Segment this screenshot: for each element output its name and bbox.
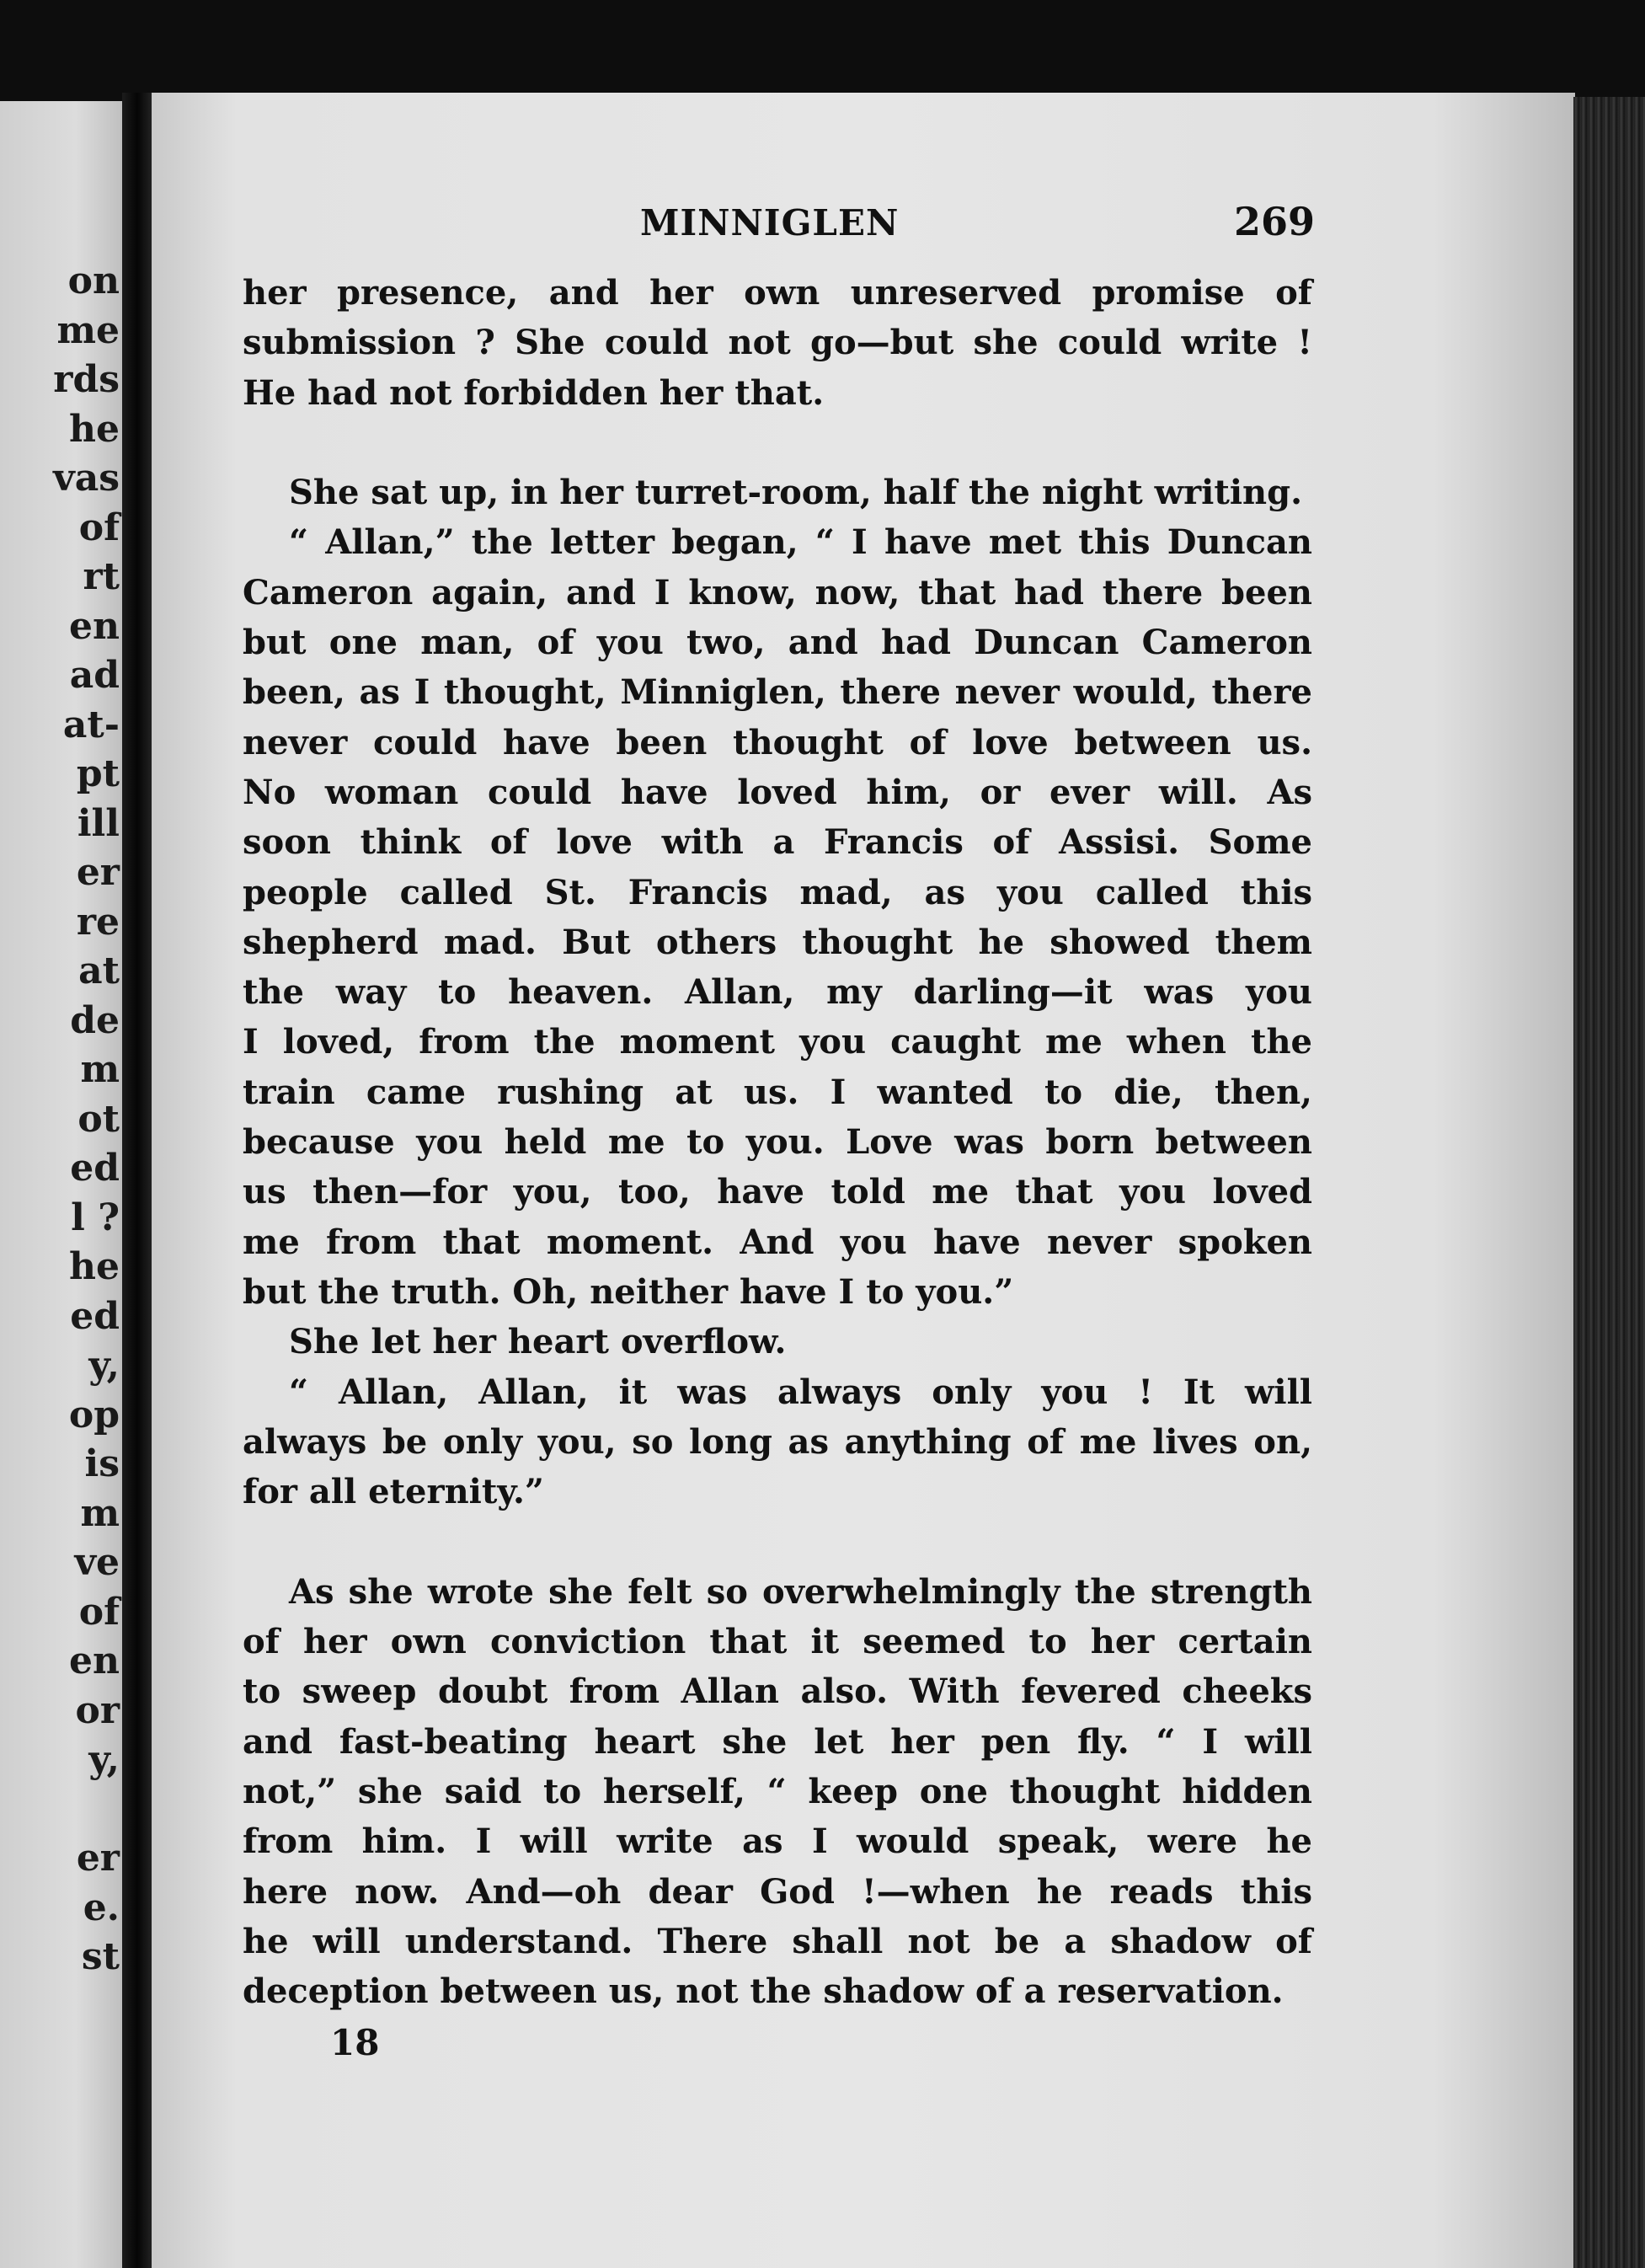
- text-line: He had not forbidden her that.: [243, 372, 825, 413]
- left-page-fragment: er: [76, 851, 120, 894]
- left-page-fragment: at-: [62, 703, 120, 746]
- text-line: As she wrote she felt so overwhelmingly the strength: [289, 1571, 1312, 1612]
- text-line: the way to heaven. Allan, my darling—it was you: [243, 972, 1312, 1013]
- text-line: train came rushing at us. I wanted to die, then,: [243, 1072, 1312, 1112]
- left-page-fragment: ed: [70, 1294, 120, 1338]
- left-page-fragment: en: [69, 1639, 120, 1682]
- left-page-fragment: st: [81, 1935, 120, 1978]
- paragraph: [243, 517, 1312, 1317]
- paragraph: [243, 468, 1312, 517]
- left-page-fragment: rt: [83, 555, 120, 598]
- text-line: been, as I thought, Minniglen, there never would, there: [243, 672, 1312, 713]
- body-text: [243, 268, 1312, 2016]
- left-page-fragment: ad: [69, 654, 120, 697]
- left-page-text-fragments: [53, 257, 120, 1982]
- left-page-fragment: is: [84, 1442, 120, 1485]
- paragraph-gap: [243, 1516, 1312, 1566]
- left-page-fragment: he: [69, 1245, 120, 1288]
- left-page-fragment: op: [68, 1393, 120, 1436]
- left-page-fragment: he: [69, 407, 120, 451]
- text-line: submission ? She could not go—but she could write !: [243, 323, 1312, 363]
- text-line: “ Allan, Allan, it was always only you ! It will: [289, 1372, 1312, 1412]
- text-line: “ Allan,” the letter began, “ I have met this Duncan: [289, 522, 1312, 563]
- text-line: I loved, from the moment you caught me when the: [243, 1022, 1312, 1062]
- paragraph: [243, 268, 1312, 418]
- text-line: not,” she said to herself, “ keep one thought hidden: [243, 1771, 1312, 1811]
- page-number: 269: [1234, 199, 1316, 244]
- text-line: me from that moment. And you have never spoken: [243, 1222, 1312, 1262]
- text-line: shepherd mad. But others thought he showed them: [243, 922, 1312, 962]
- left-page-fragment: rds: [53, 358, 120, 401]
- book-gutter: [122, 93, 156, 2268]
- left-page-fragment: ve: [74, 1541, 120, 1584]
- left-page-fragment: ot: [77, 1097, 120, 1141]
- left-facing-page: [0, 101, 126, 2268]
- text-line: us then—for you, too, have told me that you loved: [243, 1172, 1312, 1212]
- left-page-fragment: me: [56, 308, 120, 352]
- text-line: She let her heart overflow.: [289, 1322, 787, 1362]
- text-line: here now. And—oh dear God !—when he reads this: [243, 1871, 1312, 1912]
- signature-mark: 18: [330, 2022, 380, 2063]
- left-page-fragment: de: [70, 998, 120, 1042]
- text-line: deception between us, not the shadow of a reservation.: [243, 1971, 1284, 2012]
- left-page-fragment: ill: [77, 801, 120, 845]
- paragraph: [243, 1567, 1312, 2017]
- text-line: No woman could have loved him, or ever will. As: [243, 772, 1312, 812]
- left-page-fragment: e.: [83, 1886, 120, 1929]
- text-line: people called St. Francis mad, as you called this: [243, 872, 1312, 912]
- text-line: but one man, of you two, and had Duncan Cameron: [243, 623, 1312, 663]
- text-line: he will understand. There shall not be a shadow of: [243, 1921, 1312, 1961]
- page-block-edge: [1573, 97, 1645, 2268]
- left-page-fragment: l ?: [71, 1196, 120, 1239]
- left-page-fragment: ed: [70, 1147, 120, 1190]
- text-line: always be only you, so long as anything of me lives on,: [243, 1421, 1312, 1462]
- left-page-fragment: er: [76, 1837, 120, 1880]
- text-line: for all eternity.”: [243, 1472, 544, 1512]
- left-page-fragment: [53, 1785, 120, 1835]
- left-page-fragment: re: [76, 900, 120, 944]
- text-line: to sweep doubt from Allan also. With fevered cheeks: [243, 1672, 1312, 1712]
- paragraph: [243, 1367, 1312, 1517]
- paragraph-gap: [243, 418, 1312, 468]
- text-line: soon think of love with a Francis of Assisi. Some: [243, 822, 1312, 863]
- left-page-fragment: y,: [88, 1344, 120, 1387]
- text-line: her presence, and her own unreserved promise of: [243, 273, 1312, 313]
- left-page-fragment: on: [67, 259, 120, 302]
- text-line: She sat up, in her turret-room, half the night writing.: [289, 473, 1303, 513]
- text-line: but the truth. Oh, neither have I to you.”: [243, 1271, 1014, 1312]
- left-page-fragment: vas: [53, 457, 120, 500]
- text-line: from him. I will write as I would speak, were he: [243, 1821, 1312, 1862]
- text-line: because you held me to you. Love was born between: [243, 1122, 1312, 1163]
- left-page-fragment: m: [80, 1491, 120, 1535]
- running-header: [0, 199, 1645, 253]
- paragraph: [243, 1317, 1312, 1367]
- left-page-fragment: of: [78, 505, 120, 549]
- text-line: never could have been thought of love between us.: [243, 722, 1312, 762]
- left-page-fragment: at: [78, 949, 120, 992]
- text-line: of her own conviction that it seemed to her certain: [243, 1622, 1312, 1662]
- left-page-fragment: or: [75, 1688, 120, 1732]
- left-page-fragment: pt: [76, 752, 120, 795]
- left-page-fragment: of: [78, 1590, 120, 1634]
- left-page-fragment: m: [80, 1048, 120, 1091]
- left-page-fragment: y,: [88, 1738, 120, 1781]
- text-line: Cameron again, and I know, now, that had there been: [243, 572, 1312, 612]
- running-title: MINNIGLEN: [640, 202, 900, 243]
- text-line: and fast-beating heart she let her pen fly. “ I will: [243, 1721, 1312, 1762]
- left-page-fragment: en: [69, 604, 120, 648]
